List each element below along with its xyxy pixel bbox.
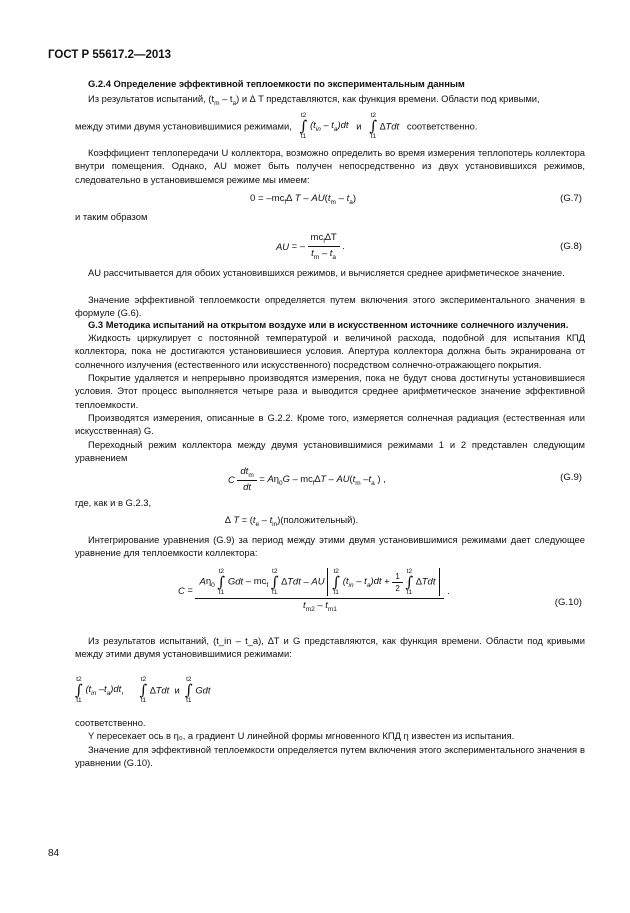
where-text: где, как и в G.2.3, [75,497,152,508]
paragraph-g24-1: Из результатов испытаний, $(t_m - t_a)$ и ∆ T представляются, как функция времени. Области под кривыми, [88,93,540,107]
paragraph-g24-2: Коэффициент теплопередачи U коллектора, возможно определить во время измерения теплопотерь коллектора внутри помещения. Однако, AU может быть получен непосредственно из двух установившихся режимов, следовательно в установившемся режиме мы имеем: [75,147,585,185]
equation-number-g8: (G.8) [560,241,582,252]
equation-number-g10: (G.10) [554,597,582,608]
paragraph-g3-2: Покрытие удаляется и непрерывно производятся измерения, пока не будут снова достигнуты установившиеся условия. Этот процесс выполняется четыре раза и выводится среднее арифметическое значение эффективной теплоемкости. [75,372,585,410]
integral-line: между этими двумя установившимися режимами, t2 ∫ t1 $(t_{in} - t_a)dt$ и t2 ∫ t1 ∆Tdt соответственно. [75,112,478,140]
document-page: ГОСТ Р 55617.2—2013 G.2.4 Определение эффективной теплоемкости по экспериментальным данным Из результатов испытаний, $(t_m - t_a)$ и ∆ T представляются, как функция времени. Области под кривыми, между этими двумя установившимися режимами, t2 ∫ t1 $(t_{in} - t_a)dt$ и t2 ∫ t1 ∆Tdt соответственно. Коэффициент теплопередачи U коллектора, возможно определить во время измерения теплопотерь коллектора внутри помещения. Однако, AU может быть получен непосредственно из двух установившихся режимов, следовательно в установившемся режиме мы имеем: $0 = -mc_f\Delta$ T – $AU(t_m - t_a)$ (G.7) и таким образом AU = – $\frac{mc_f\Delta T}{t_m - t_a}$ . (G.8) AU рассчитывается для обоих установившихся режимов, и вычисляется среднее арифметическое значение. Значение эффективной теплоемкости определяется путем включения этого экспериментального значения в формуле (G.6). G.3 Методика испытаний на открытом воздухе или в искусственном источнике солнечного излучения. Жидкость циркулирует с постоянной температурой и величиной расхода, подобной для испытания КПД коллектора, пока не достигаются установившиеся условия. Апертура коллектора должна быть экранирована от солнечного излучения (естественного или искусственного) посредством солнечно-отражающего покрытия. Покрытие удаляется и непрерывно производятся измерения, пока не будут снова достигнуты установившиеся условия. Этот процесс выполняется четыре раза и выводится среднее арифметическое значение эффективной теплоемкости. Производятся измерения, описанные в G.2.2. Кроме того, измеряется солнечная радиация (естественная или искусственная) G. Переходный режим коллектора между двумя установившимися режимами 1 и 2 представлен следующим уравнением C $\frac{dt_m}{dt}$ = $A\eta_0G - mc_f\Delta T - AU(t_m$ $-t_a$ ) , (G.9) где, как и в G.2.3, ∆ $T = (t_e$ – $t_{in})(положительный)$. Интегрирование уравнения (G.9) за период между этими двумя установившимися режимами дает следующее уравнение для теплоемкости коллектора: C = $A\eta_0$ t2 ∫ t1 Gdt – $mc_f$ t2 ∫ t1 ∆Tdt – AU t2 ∫ t1 $(t_{in} - t_a)dt$ + $\frac{1}{2}$ t2 ∫ t1 ∆Tdt $t_{m2} - t_{m1}$ . (G.10) Из результатов испытаний, (t_in – t_a), ∆T и G представляются, как функция времени. Области под кривыми между этими двумя установившимися режимами: t2 ∫ t1 ($t_{in}$ $-t_a)dt$, t2 ∫ t1 ∆Tdt и t2 ∫ t1 Gdt соответственно. Y пересекает ось в η₀, а градиент U линейной формы мгновенного КПД η известен из испытания. Значение для эффективной теплоемкости определяется путем включения этого экспериментального значения в уравнении (G.10). 84 [48,49,585,859]
integral-symbol: t2 ∫ t1 [299,112,308,140]
paragraph-g3-5: Интегрирование уравнения (G.9) за период между этими двумя установившимися режимами дает следующее уравнение для теплоемкости коллектора: [75,534,585,559]
paragraph-g24-3: AU рассчитывается для обоих установившихся режимов, и вычисляется среднее арифметическое значение. [88,267,565,278]
page-number: 84 [48,848,60,859]
integrals-row: t2 ∫ t1 ($t_{in}$ $-t_a)dt$, t2 ∫ t1 ∆Tdt и t2 ∫ t1 Gdt [75,676,211,704]
equation-number-g9: (G.9) [560,472,582,483]
paragraph-g3-4: Переходный режим коллектора между двумя установившимися режимами 1 и 2 представлен следующим уравнением [75,439,585,464]
paragraph-g3-6: Из результатов испытаний, (t_in – t_a), ∆T и G представляются, как функция времени. Области под кривыми между этими двумя установившимися режимами: [75,635,585,660]
delta-t-definition: ∆ $T = (t_e$ – $t_{in})(положительный)$. [225,514,359,528]
equation-g10: C = $A\eta_0$ t2 ∫ t1 Gdt – $mc_f$ t2 ∫ t1 ∆Tdt – AU t2 ∫ t1 $(t_{in} - t_a)dt$ + $\frac{1}{2}$ t2 ∫ t1 ∆Tdt $t_{m2} - t_{m1}$ . [178,568,450,613]
paragraph-g3-1: Жидкость циркулирует с постоянной температурой и величиной расхода, подобной для испытания КПД коллектора, пока не достигаются установившиеся условия. Апертура коллектора должна быть экранирована от солнечного излучения (естественного или искусственного) посредством солнечно-отражающего покрытия. [75,332,585,370]
equation-number-g7: (G.7) [560,193,582,204]
section-heading-g24: G.2.4 Определение эффективной теплоемкости по экспериментальным данным [88,78,465,89]
and-thus-text: и таким образом [75,211,148,222]
equation-g8: AU = – $\frac{mc_f\Delta T}{t_m - t_a}$ . [276,232,345,261]
equation-g9: C $\frac{dt_m}{dt}$ = $A\eta_0G - mc_f\Delta T - AU(t_m$ $-t_a$ ) , [228,466,386,493]
section-heading-g3: G.3 Методика испытаний на открытом воздухе или в искусственном источнике солнечного излучения. [88,319,569,330]
respectively-text: соответственно. [75,717,146,728]
paragraph-g3-8: Значение для эффективной теплоемкости определяется путем включения этого экспериментального значения в уравнении (G.10). [75,744,585,769]
paragraph-g24-4: Значение эффективной теплоемкости определяется путем включения этого экспериментального значения в формуле (G.6). [75,294,585,319]
integral-symbol: t2 ∫ t1 [369,112,378,140]
standard-header: ГОСТ Р 55617.2—2013 [48,49,172,61]
paragraph-g3-7: Y пересекает ось в η₀, а градиент U линейной формы мгновенного КПД η известен из испытания. [88,730,515,741]
paragraph-g3-3: Производятся измерения, описанные в G.2.2. Кроме того, измеряется солнечная радиация (естественная или искусственная) G. [75,412,585,437]
